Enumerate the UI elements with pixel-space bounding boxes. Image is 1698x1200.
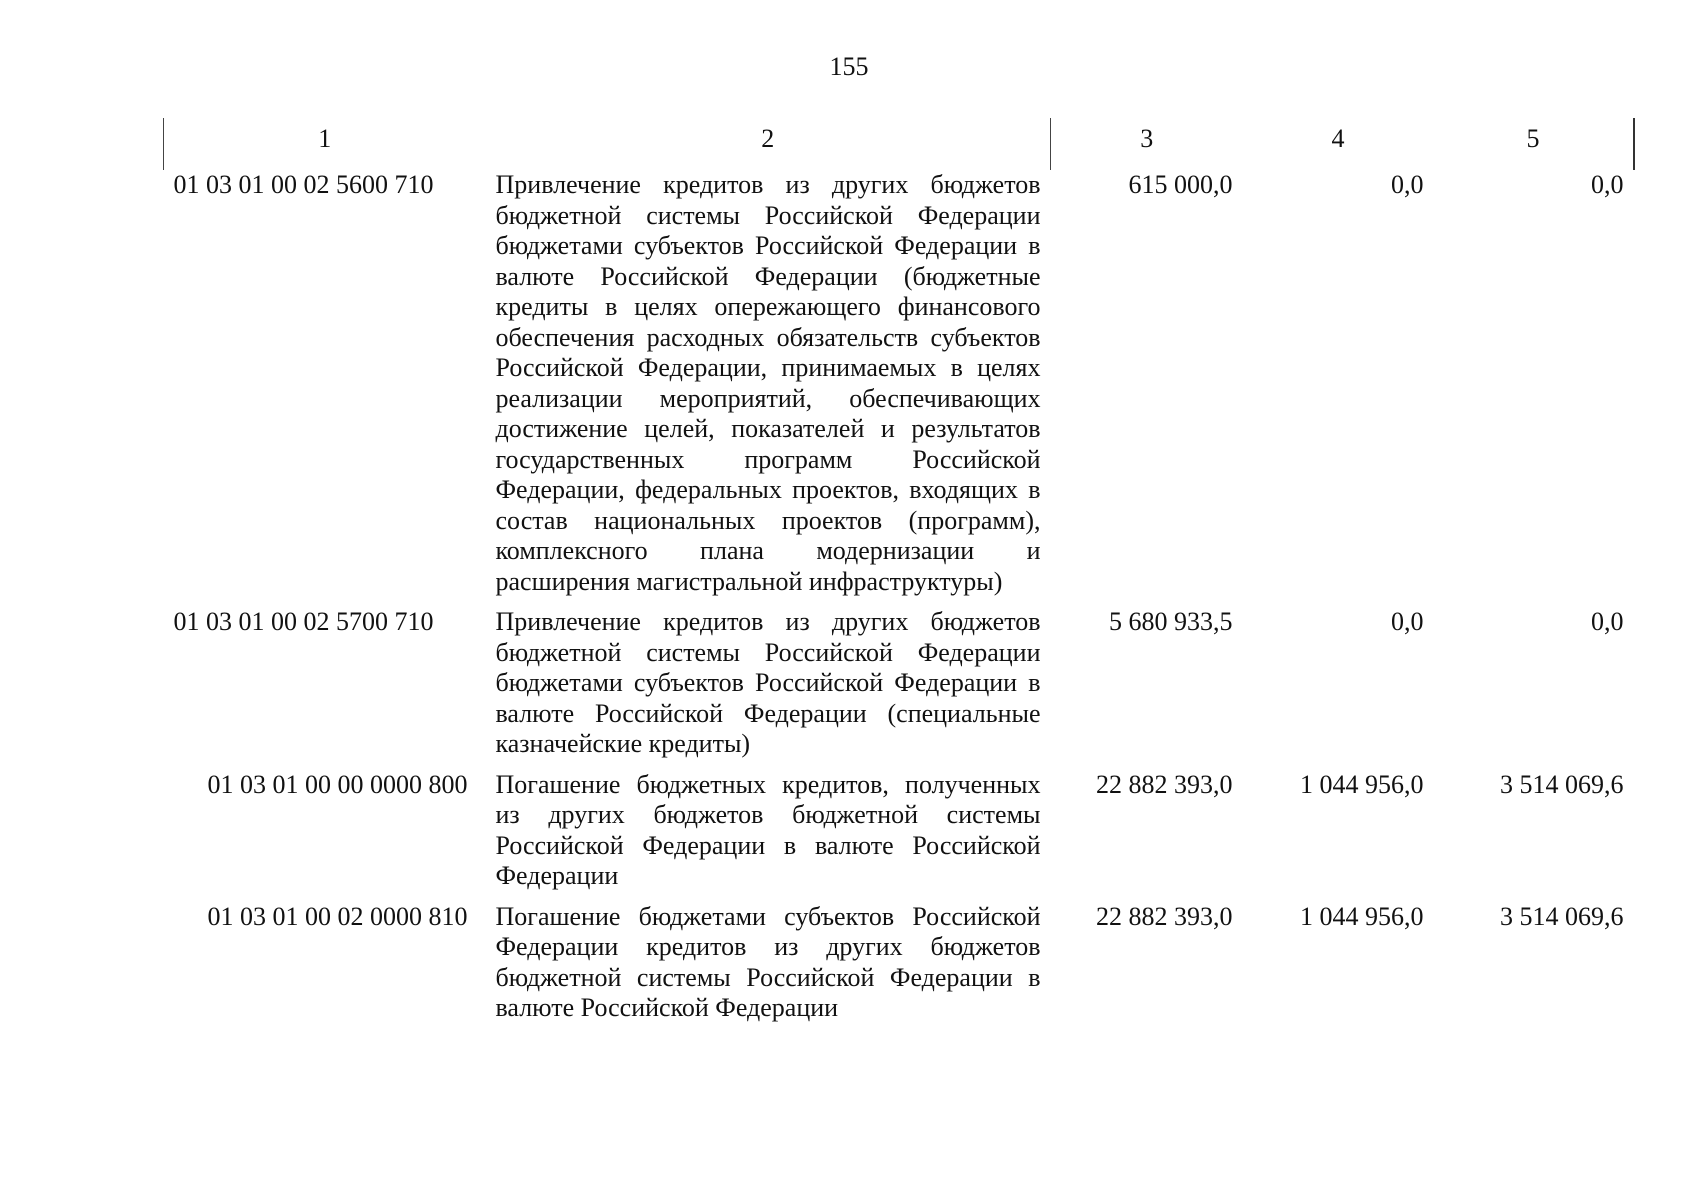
column-header-5: 5 — [1434, 118, 1634, 170]
budget-code: 01 03 01 00 02 5600 710 — [173, 170, 434, 199]
column-number-row — [164, 118, 1634, 170]
amount-col3: 22 882 393,0 — [1096, 901, 1233, 931]
amount-col3: 5 680 933,5 — [1109, 607, 1233, 636]
budget-code: 01 03 01 00 02 0000 810 — [207, 901, 468, 931]
table-row — [164, 607, 1634, 770]
table-row — [164, 770, 1634, 902]
budget-code: 01 03 01 00 02 5700 710 — [173, 607, 434, 636]
row-description: Погашение бюджетами субъектов Российской Федерации кредитов из других бюджетов бюджетной системы Российской Федерации в валюте Российской Федерации — [495, 901, 1041, 1022]
table-row — [164, 170, 1634, 607]
row-description: Привлечение кредитов из других бюджетов бюджетной системы Российской Федерации бюджетами субъектов Российской Федерации в валюте Российской Федерации (бюджетные кредиты в целях опережающего финансового обеспечения расходных обязательств субъектов Российской Федерации, принимаемых в целях реализации мероприятий, обеспечивающих достижение целей, показателей и результатов государственных программ Российской Федерации, федеральных проектов, входящих в состав национальных проектов (программ), комплексного плана модернизации и расширения магистральной инфраструктуры) — [495, 170, 1041, 596]
amount-col4: 1 044 956,0 — [1300, 901, 1424, 931]
amount-col5: 0,0 — [1591, 607, 1624, 636]
table-body — [164, 170, 1634, 1034]
column-header-2: 2 — [486, 118, 1051, 170]
table-row — [164, 902, 1634, 1034]
amount-col4: 0,0 — [1391, 170, 1424, 199]
budget-code: 01 03 01 00 00 0000 800 — [207, 769, 468, 799]
page-number: 155 — [829, 52, 869, 81]
amount-col5: 3 514 069,6 — [1500, 901, 1624, 931]
column-header-1: 1 — [164, 118, 486, 170]
table-header — [164, 118, 1634, 170]
amount-col5: 3 514 069,6 — [1500, 769, 1624, 799]
amount-col3: 615 000,0 — [1128, 170, 1233, 199]
budget-sources-table — [163, 118, 1635, 1034]
column-header-4: 4 — [1331, 124, 1345, 153]
row-description: Погашение бюджетных кредитов, полученных из других бюджетов бюджетной системы Российской Федерации в валюте Российской Федерации — [495, 769, 1041, 890]
amount-col3: 22 882 393,0 — [1096, 769, 1233, 799]
column-header-3: 3 — [1140, 124, 1154, 153]
row-description: Привлечение кредитов из других бюджетов бюджетной системы Российской Федерации бюджетами субъектов Российской Федерации в валюте Российской Федерации (специальные казначейские кредиты) — [495, 607, 1041, 758]
amount-col4: 1 044 956,0 — [1300, 769, 1424, 799]
amount-col4: 0,0 — [1391, 607, 1424, 636]
amount-col5: 0,0 — [1591, 170, 1624, 199]
